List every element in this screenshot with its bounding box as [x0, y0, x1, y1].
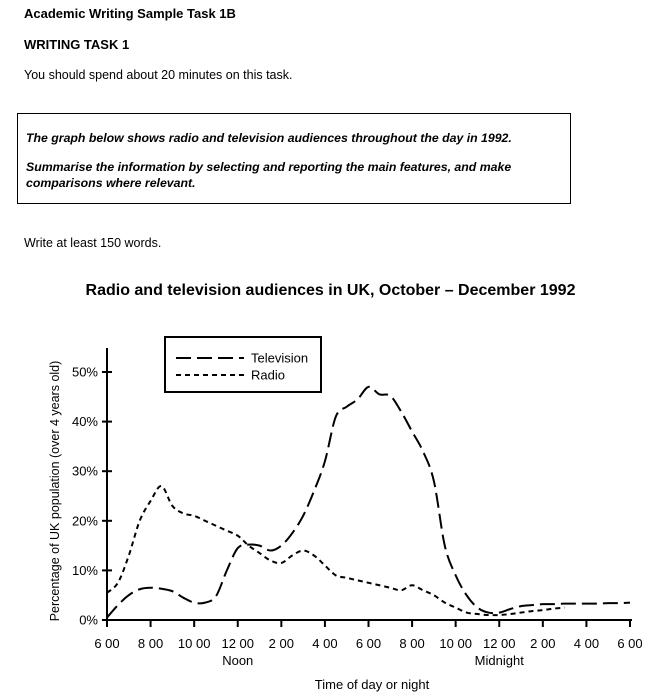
- time-instruction: You should spend about 20 minutes on this task.: [24, 68, 293, 82]
- x-tick-label: 6 00: [94, 636, 120, 651]
- x-tick-label: 12 00: [221, 636, 255, 651]
- y-axis-label: Percentage of UK population (over 4 years old): [48, 360, 62, 622]
- radio-series-line: [107, 486, 565, 615]
- writing-task-heading: WRITING TASK 1: [24, 37, 130, 52]
- x-tick-label: 8 00: [137, 636, 164, 651]
- x-tick-label: 2 00: [530, 636, 556, 651]
- y-tick-label: 40%: [71, 414, 98, 430]
- chart-series: [107, 387, 630, 618]
- chart-axes: [72, 348, 643, 668]
- x-sublabel: Noon: [222, 653, 254, 668]
- prompt-description: The graph below shows radio and television audiences throughout the day in 1992.: [26, 131, 512, 145]
- x-tick-label: 6 00: [617, 636, 643, 651]
- x-tick-label: 2 00: [268, 636, 294, 651]
- word-count-instruction: Write at least 150 words.: [24, 236, 162, 250]
- chart-title: Radio and television audiences in UK, October – December 1992: [85, 282, 576, 299]
- prompt-instruction: Summarise the information by selecting and reporting the main features, and make comparisons where relevant.: [26, 160, 512, 190]
- x-tick-label: 12 00: [482, 636, 516, 651]
- x-tick-label: 4 00: [312, 636, 338, 651]
- legend-label-television: Television: [251, 350, 309, 366]
- x-tick-label: 10 00: [177, 636, 211, 651]
- y-tick-label: 50%: [71, 364, 98, 380]
- x-tick-label: 10 00: [439, 636, 472, 651]
- document-header-title: Academic Writing Sample Task 1B: [24, 6, 236, 21]
- x-tick-label: 4 00: [573, 636, 600, 651]
- x-tick-label: 6 00: [355, 636, 382, 651]
- y-tick-label: 0%: [79, 612, 98, 628]
- x-tick-label: 8 00: [399, 636, 425, 651]
- y-tick-label: 30%: [71, 463, 98, 479]
- x-sublabel: Midnight: [474, 653, 524, 668]
- chart-legend: [165, 337, 321, 392]
- y-tick-label: 20%: [71, 513, 98, 529]
- x-axis-label: Time of day or night: [314, 677, 430, 692]
- legend-label-radio: Radio: [251, 367, 285, 383]
- y-tick-label: 10%: [71, 562, 98, 578]
